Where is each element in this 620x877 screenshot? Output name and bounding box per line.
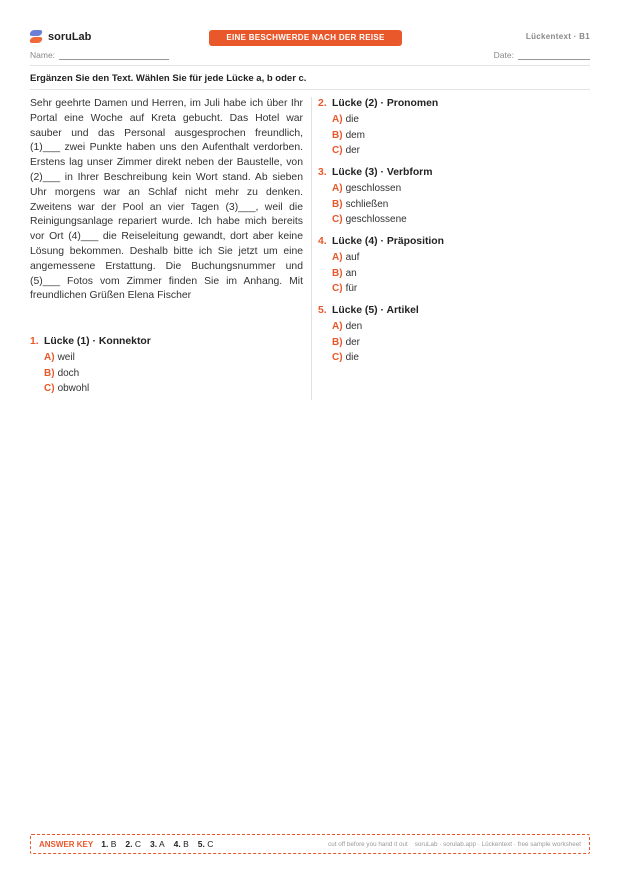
question-title: Lücke (5) · Artikel xyxy=(332,305,419,316)
question-2 xyxy=(318,98,438,159)
question-title: Lücke (1) · Konnektor xyxy=(44,336,151,347)
question-number: 4. xyxy=(318,236,327,247)
question-title: Lücke (3) · Verbform xyxy=(332,167,433,178)
option-b[interactable]: B) schließen xyxy=(332,198,389,210)
option-a[interactable]: A) weil xyxy=(44,352,75,363)
option-c[interactable]: C) obwohl xyxy=(44,383,90,394)
answer-key-item: 4. B xyxy=(173,839,189,849)
question-title: Lücke (4) · Präposition xyxy=(332,236,445,247)
name-label: Name: xyxy=(30,50,56,60)
question-number: 3. xyxy=(318,167,327,178)
option-b[interactable]: B) der xyxy=(332,336,361,348)
answer-key-item: 2. C xyxy=(125,839,141,849)
option-c[interactable]: C) die xyxy=(332,352,359,363)
option-a[interactable]: A) die xyxy=(332,114,359,125)
instruction-divider xyxy=(30,89,590,90)
answer-key-label: ANSWER KEY xyxy=(39,839,94,849)
option-c[interactable]: C) geschlossene xyxy=(332,214,407,225)
question-number: 2. xyxy=(318,98,327,109)
brand-logo xyxy=(30,30,91,44)
level-tag: Lückentext · B1 xyxy=(525,32,590,41)
date-line xyxy=(518,50,590,60)
worksheet-title-badge: EINE BESCHWERDE NACH DER REISE xyxy=(209,30,402,46)
option-a[interactable]: A) den xyxy=(332,321,363,332)
answer-key-item: 5. C xyxy=(197,839,214,849)
question-number: 5. xyxy=(318,305,327,316)
option-b[interactable]: B) dem xyxy=(332,129,366,141)
option-b[interactable]: B) an xyxy=(332,267,357,279)
option-a[interactable]: A) geschlossen xyxy=(332,183,402,194)
date-field xyxy=(494,50,590,60)
answer-key-item: 3. A xyxy=(149,839,165,849)
answer-key-item: 1. B xyxy=(101,839,117,849)
name-field xyxy=(30,50,169,60)
question-number: 1. xyxy=(30,336,39,347)
answer-key xyxy=(30,834,590,854)
question-4 xyxy=(318,236,444,297)
instruction: Ergänzen Sie den Text. Wählen Sie für jede Lücke a, b oder c. xyxy=(30,73,307,84)
header-divider xyxy=(30,65,590,66)
sorulab-logo-icon xyxy=(30,30,42,44)
option-c[interactable]: C) der xyxy=(332,145,361,156)
passage-text: Sehr geehrte Damen und Herren, im Juli habe ich über Ihr Portal eine Woche auf Kreta gebucht. Das Hotel war sauber und das Personal ausgesprochen freundlich, (1)___ zwei Punkte haben uns den Aufenthalt verdorben. Erstens lag unser Zimmer direkt neben der Baustelle, von (2)___ in Ihrer Beschreibung kein Wort stand. Ab sieben Uhr morgens war an Schlaf nicht mehr zu denken. Zweitens war der Pool an vier Tagen (3)___, weil die Reinigungsanlage repariert wurde. Ich habe mich bereits vor Ort (4)___ die Reiseleitung gewandt, dort aber keine Lösung bekommen. Deshalb bitte ich Sie jetzt um eine angemessene Erstattung. Die Buchungsnummer und (5)___ Fotos vom Zimmer finden Sie im Anhang. Mit freundlichen Grüßen Elena Fischer xyxy=(30,98,303,302)
option-a[interactable]: A) auf xyxy=(332,252,360,263)
brand-name: soruLab xyxy=(48,31,92,43)
date-label: Date: xyxy=(493,50,514,60)
column-divider xyxy=(311,97,312,400)
answer-key-footer: cut off before you hand it out soruLab · sorulab.app · Lückentext · free sample worksheet xyxy=(328,840,581,848)
option-c[interactable]: C) für xyxy=(332,283,358,294)
option-b[interactable]: B) doch xyxy=(44,367,80,379)
question-5 xyxy=(318,305,419,366)
question-title: Lücke (2) · Pronomen xyxy=(332,98,439,109)
name-line xyxy=(59,50,169,60)
question-3 xyxy=(318,167,432,228)
question-1 xyxy=(30,336,151,397)
